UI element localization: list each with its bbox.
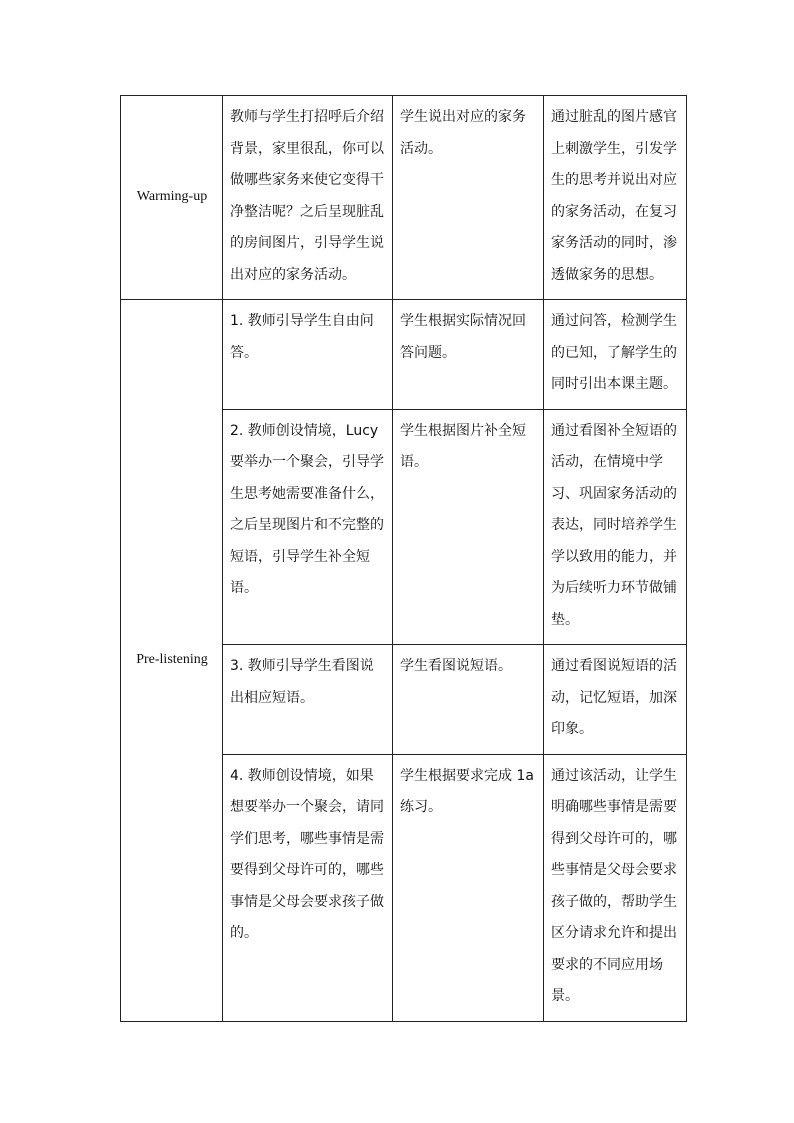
teacher-activity-cell: 1. 教师引导学生自由问答。 xyxy=(223,300,393,410)
student-activity-cell: 学生根据要求完成 1a 练习。 xyxy=(393,754,544,1021)
student-activity-cell: 学生根据实际情况回答问题。 xyxy=(393,300,544,410)
teacher-activity-cell: 3. 教师引导学生看图说出相应短语。 xyxy=(223,645,393,755)
table-row xyxy=(121,96,687,300)
design-purpose-cell: 通过脏乱的图片感官上刺激学生，引发学生的思考并说出对应的家务活动，在复习家务活动的同时，渗透做家务的思想。 xyxy=(544,96,687,300)
student-activity-cell: 学生根据图片补全短语。 xyxy=(393,409,544,645)
table-row xyxy=(121,300,687,410)
stage-cell-warming-up: Warming-up xyxy=(121,96,223,300)
stage-cell-pre-listening: Pre-listening xyxy=(121,300,223,1022)
design-purpose-cell: 通过看图说短语的活动，记忆短语，加深印象。 xyxy=(544,645,687,755)
design-purpose-cell: 通过该活动，让学生明确哪些事情是需要得到父母许可的，哪些事情是父母会要求孩子做的，帮助学生区分请求允许和提出要求的不同应用场景。 xyxy=(544,754,687,1021)
student-activity-cell: 学生说出对应的家务活动。 xyxy=(393,96,544,300)
lesson-plan-table xyxy=(120,95,687,1022)
design-purpose-cell: 通过问答，检测学生的已知，了解学生的同时引出本课主题。 xyxy=(544,300,687,410)
student-activity-cell: 学生看图说短语。 xyxy=(393,645,544,755)
teacher-activity-cell: 教师与学生打招呼后介绍背景，家里很乱，你可以做哪些家务来使它变得干净整洁呢？之后呈现脏乱的房间图片，引导学生说出对应的家务活动。 xyxy=(223,96,393,300)
teacher-activity-cell: 4. 教师创设情境，如果想要举办一个聚会，请同学们思考，哪些事情是需要得到父母许可的，哪些事情是父母会要求孩子做的。 xyxy=(223,754,393,1021)
design-purpose-cell: 通过看图补全短语的活动，在情境中学习、巩固家务活动的表达，同时培养学生学以致用的能力，并为后续听力环节做铺垫。 xyxy=(544,409,687,645)
teacher-activity-cell: 2. 教师创设情境，Lucy要举办一个聚会，引导学生思考她需要准备什么，之后呈现图片和不完整的短语，引导学生补全短语。 xyxy=(223,409,393,645)
